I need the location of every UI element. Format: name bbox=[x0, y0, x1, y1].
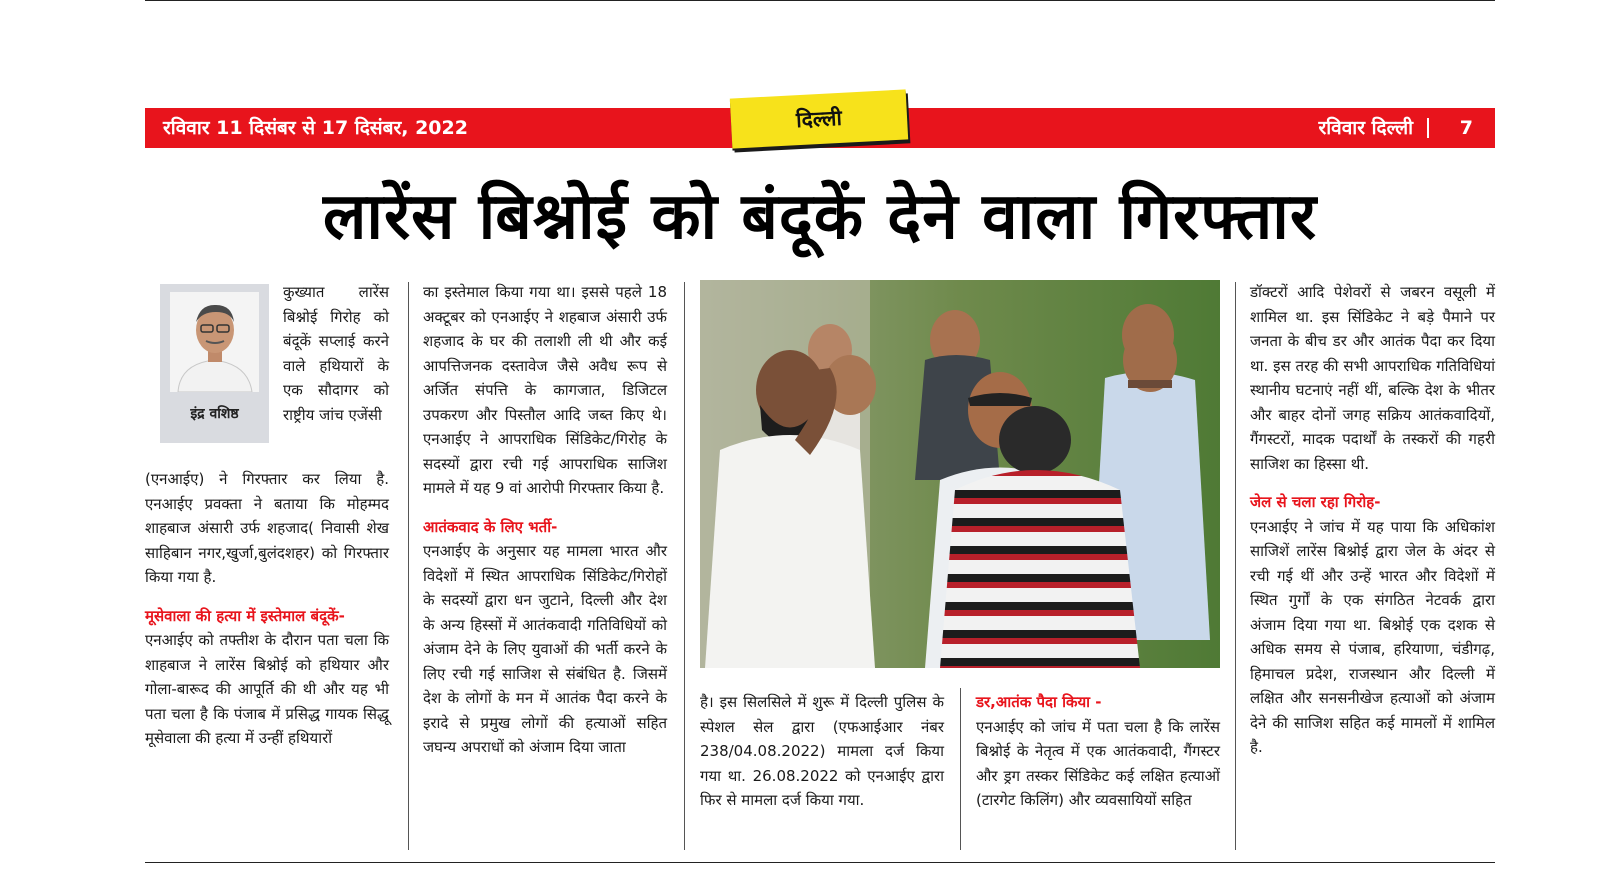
author-photo bbox=[170, 292, 259, 392]
section-tag: दिल्ली bbox=[730, 89, 908, 148]
column-divider bbox=[684, 282, 685, 850]
paragraph: है। इस सिलसिले में शुरू में दिल्ली पुलिस के स्पेशल सेल द्वारा (एफआईआर नंबर 238/04.08.2022) मामला दर्ज किया गया था. 26.08.2022 को एनआईए द्वारा फिर से मामला दर्ज किया गया. bbox=[700, 693, 944, 809]
subheading: डर,आतंक पैदा किया - bbox=[976, 693, 1102, 711]
paragraph: एनआईए को तफ्तीश के दौरान पता चला कि शाहबाज ने लारेंस बिश्नोई को हथियार और गोला-बारूद की आपूर्ति की थी और यह भी पता चला है कि पंजाब में प्रसिद्ध गायक सिद्धू मूसेवाला की हत्या में उन्हीं हथियारों bbox=[145, 631, 389, 747]
paragraph: का इस्तेमाल किया गया था। इससे पहले 18 अक्टूबर को एनआईए ने शहबाज अंसारी उर्फ शहजाद के घर की तलाशी ली थी और कई आपत्तिजनक दस्तावेज जैसे अवैध रूप से अर्जित संपत्ति के कागजात, डिजिटल उपकरण और पिस्तौल आदि जब्त किए थे। एनआईए ने आपराधिक सिंडिकेट/गिरोह के सदस्यों द्वारा रची गई आपराधिक साजिश मामले में यह 9 वां आरोपी गिरफ्तार किया है. bbox=[423, 283, 667, 497]
author-portrait-icon bbox=[170, 292, 259, 392]
paragraph: डॉक्टरों आदि पेशेवरों से जबरन वसूली में शामिल था. इस सिंडिकेट ने बड़े पैमाने पर जनता के बीच डर और आतंक पैदा कर दिया था. इस तरह की सभी आपराधिक गतिविधियां स्थानीय घटनाएं नहीं थीं, बल्कि देश के भीतर और बाहर दोनों जगह सक्रिय आतंकवादियों, गैंगस्टरों, मादक पदार्थों के तस्करों की गहरी साजिश का हिस्सा थी. bbox=[1250, 283, 1495, 473]
article-col4 bbox=[976, 690, 1220, 813]
masthead-separator bbox=[1427, 118, 1429, 138]
arrest-photo-icon bbox=[700, 280, 1220, 668]
subheading: मूसेवाला की हत्या में इस्तेमाल बंदूकें- bbox=[145, 606, 345, 625]
paragraph: एनआईए के अनुसार यह मामला भारत और विदेशों में स्थित आपराधिक सिंडिकेट/गिरोहों के सदस्यों द्वारा धन जुटाने, दिल्ली और देश के अन्य हिस्सों में आतंकवादी गतिविधियों को अंजाम देने के लिए युवाओं की भर्ती करने के लिए रची गई साजिश से संबंधित है. जिसमें देश के लोगों के मन में आतंक पैदा करने के इरादे से प्रमुख लोगों की हत्याओं सहित जघन्य अपराधों को अंजाम दिया जाता bbox=[423, 542, 667, 756]
page-number: 7 bbox=[1459, 117, 1473, 139]
column-divider bbox=[408, 282, 409, 850]
bottom-rule bbox=[145, 862, 1495, 863]
column-divider bbox=[960, 688, 961, 850]
issue-date: रविवार 11 दिसंबर से 17 दिसंबर, 2022 bbox=[163, 117, 468, 139]
top-rule bbox=[145, 0, 1495, 1]
article-col1 bbox=[145, 467, 389, 751]
paragraph: एनआईए को जांच में पता चला है कि लारेंस बिश्नोई के नेतृत्व में एक आतंकवादी, गैंगस्टर और ड्रग तस्कर सिंडिकेट कई लक्षित हत्याओं (टारगेट किलिंग) और व्यवसायियों सहित bbox=[976, 717, 1220, 809]
author-box bbox=[160, 284, 269, 443]
article-col3 bbox=[700, 690, 944, 813]
news-photo bbox=[700, 280, 1220, 668]
article-col2 bbox=[423, 280, 667, 760]
article-col1-lead bbox=[283, 280, 389, 427]
paragraph: एनआईए ने जांच में यह पाया कि अधिकांश साजिशें लारेंस बिश्नोई द्वारा जेल के अंदर से रची गई थीं और उन्हें भारत और विदेशों में स्थित गुर्गों के एक संगठित नेटवर्क द्वारा अंजाम दिया गया था. बिश्नोई एक दशक से अधिक समय से पंजाब, हरियाणा, चंडीगढ़, हिमाचल प्रदेश, राजस्थान और दिल्ली में लक्षित और सनसनीखेज हत्याओं को अंजाम देने की साजिश सहित कई मामलों में शामिल है. bbox=[1250, 517, 1495, 756]
subheading: आतंकवाद के लिए भर्ती- bbox=[423, 517, 558, 536]
lead-text: कुख्यात लारेंस बिश्नोई गिरोह को बंदूकें सप्लाई करने वाले हथियारों के एक सौदागर को राष्ट्रीय जांच एजेंसी bbox=[283, 283, 389, 424]
column-divider bbox=[1235, 282, 1236, 850]
headline: लारेंस बिश्नोई को बंदूकें देने वाला गिरफ्तार bbox=[322, 180, 1317, 254]
paragraph: (एनआईए) ने गिरफ्तार कर लिया है. एनआईए प्रवक्ता ने बताया कि मोहम्मद शाहबाज अंसारी उर्फ शहजाद( निवासी शेख साहिबान नगर,खुर्जा,बुलंदशहर) को गिरफ्तार किया गया है. bbox=[145, 470, 389, 586]
author-name: इंद्र वशिष्ठ bbox=[190, 406, 239, 422]
subheading: जेल से चला रहा गिरोह- bbox=[1250, 493, 1381, 511]
article-col5 bbox=[1250, 280, 1495, 760]
paper-name: रविवार दिल्ली bbox=[1318, 117, 1413, 139]
